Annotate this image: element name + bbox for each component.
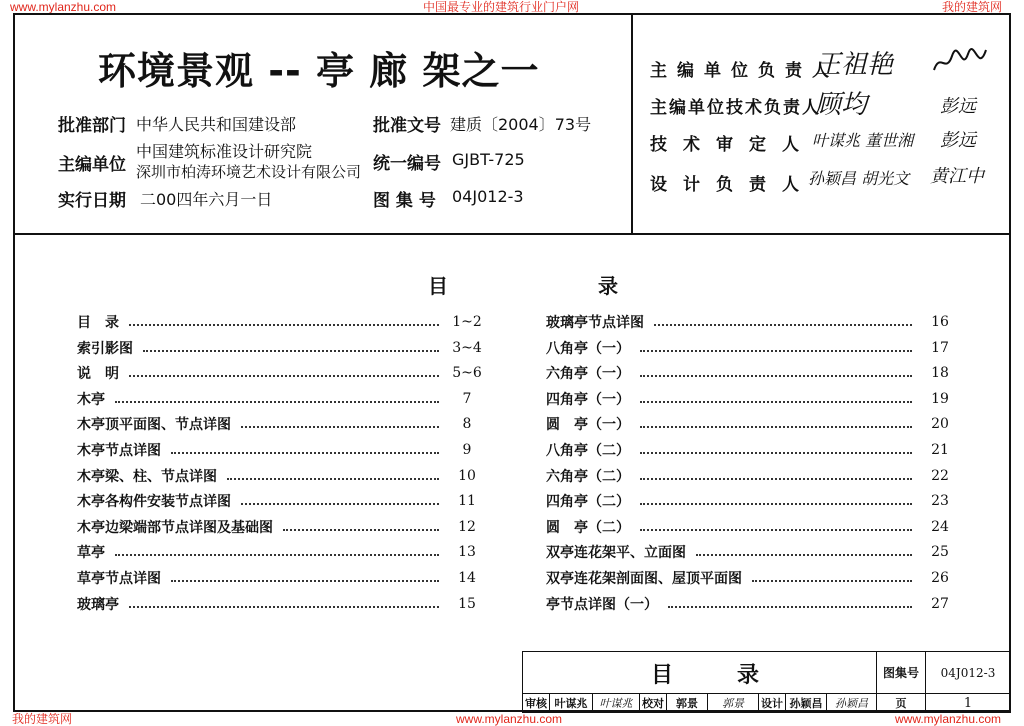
toc-entry bbox=[77, 388, 485, 410]
toc-entry-name: 草亭节点详图 bbox=[77, 571, 161, 587]
toc-entry bbox=[546, 413, 958, 435]
watermark-top-left: www.mylanzhu.com bbox=[10, 0, 117, 14]
toc-entry-name: 六角亭（一） bbox=[546, 366, 630, 383]
toc-entry bbox=[77, 362, 485, 384]
header-divider bbox=[13, 233, 1011, 235]
toc-entry-name: 木亭 bbox=[77, 391, 105, 408]
toc-entry-page: 10 bbox=[458, 467, 476, 484]
watermark-top-center: 中国最专业的建筑行业门户网 bbox=[423, 0, 580, 14]
toc-entry-name: 玻璃亭节点详图 bbox=[546, 315, 644, 331]
editor-value-2: 深圳市柏涛环境艺术设计有限公司 bbox=[136, 163, 362, 181]
toc-entry-page: 19 bbox=[931, 390, 949, 407]
toc-leader-dots bbox=[115, 554, 439, 556]
toc-leader-dots bbox=[143, 350, 439, 352]
toc-entry-page: 21 bbox=[931, 442, 949, 458]
toc-title-left: 目 bbox=[428, 274, 448, 298]
toc-entry-name: 圆 亭（二） bbox=[546, 519, 630, 536]
sig-row4-signature: 孙颖昌 胡光文 bbox=[808, 169, 910, 188]
editor-label: 主编单位 bbox=[58, 155, 126, 175]
sig-row1-scribble bbox=[930, 44, 990, 80]
toc-entry-page: 13 bbox=[458, 544, 476, 561]
toc-entry-name: 木亭顶平面图、节点详图 bbox=[77, 417, 231, 434]
approval-doc-value: 建质〔2004〕73号 bbox=[450, 115, 592, 134]
toc-leader-dots bbox=[227, 478, 439, 480]
toc-leader-dots bbox=[640, 350, 912, 352]
toc-entry-name: 木亭节点详图 bbox=[77, 443, 161, 459]
toc-entry-name: 四角亭（二） bbox=[546, 494, 630, 511]
toc-leader-dots bbox=[241, 503, 439, 505]
toc-leader-dots bbox=[129, 375, 439, 377]
unified-no-label: 统一编号 bbox=[373, 154, 441, 174]
watermark-bottom-right: www.mylanzhu.com bbox=[895, 712, 1002, 726]
approval-dept-value: 中华人民共和国建设部 bbox=[136, 115, 297, 134]
atlas-no-label: 图 集 号 bbox=[373, 191, 436, 211]
toc-entry-name: 圆 亭（一） bbox=[546, 417, 630, 434]
page-label: 页 bbox=[876, 693, 926, 713]
toc-entry bbox=[77, 465, 485, 487]
editor-value-1: 中国建筑标准设计研究院 bbox=[136, 142, 313, 161]
approval-dept-label: 批准部门 bbox=[58, 116, 126, 136]
toc-entry bbox=[546, 465, 958, 487]
toc-entry-page: 14 bbox=[458, 570, 476, 586]
toc-entry bbox=[77, 490, 485, 512]
sig-row3-signature-b: 彭远 bbox=[940, 130, 976, 151]
watermark-top-right: 我的建筑网 bbox=[942, 0, 1003, 14]
toc-entry bbox=[77, 311, 485, 333]
toc-leader-dots bbox=[283, 529, 439, 531]
toc-leader-dots bbox=[640, 478, 912, 480]
toc-entry-page: 25 bbox=[931, 544, 949, 561]
toc-leader-dots bbox=[129, 324, 439, 326]
toc-entry-page: 26 bbox=[931, 570, 949, 586]
toc-leader-dots bbox=[640, 401, 912, 403]
sig-row2-signature-b: 彭远 bbox=[940, 96, 976, 117]
toc-entry bbox=[77, 567, 485, 589]
toc-entry-page: 9 bbox=[462, 442, 472, 458]
reviewer-name: 叶谋兆 bbox=[549, 693, 593, 713]
toc-entry bbox=[546, 388, 958, 410]
toc-entry-name: 八角亭（一） bbox=[546, 340, 630, 357]
toc-entry-page: 8 bbox=[462, 416, 472, 433]
toc-entry-name: 目 录 bbox=[77, 315, 119, 331]
toc-leader-dots bbox=[640, 426, 912, 428]
toc-entry-name: 索引影图 bbox=[77, 340, 133, 357]
page-number: 1 bbox=[925, 693, 1011, 713]
sig-row4-signature-b: 黄江中 bbox=[930, 166, 984, 187]
toc-entry bbox=[546, 541, 958, 563]
toc-entry bbox=[546, 490, 958, 512]
designer-signature: 孙颖昌 bbox=[826, 693, 877, 713]
toc-entry-name: 四角亭（一） bbox=[546, 391, 630, 408]
toc-entry-page: 20 bbox=[931, 416, 949, 433]
toc-entry-name: 木亭各构件安装节点详图 bbox=[77, 494, 231, 511]
toc-entry bbox=[77, 541, 485, 563]
toc-entry-page: 15 bbox=[458, 595, 476, 612]
toc-entry-page: 27 bbox=[931, 595, 949, 612]
toc-entry bbox=[77, 413, 485, 435]
toc-leader-dots bbox=[668, 606, 912, 608]
watermark-bottom-center: www.mylanzhu.com bbox=[456, 712, 563, 726]
toc-entry-name: 玻璃亭 bbox=[77, 596, 119, 613]
sig-row1-signature: 王祖艳 bbox=[815, 50, 894, 80]
toc-leader-dots bbox=[241, 426, 439, 428]
toc-entry-page: 16 bbox=[931, 314, 949, 330]
toc-entry bbox=[546, 516, 958, 538]
toc-leader-dots bbox=[640, 375, 912, 377]
toc-entry-name: 六角亭（二） bbox=[546, 468, 630, 485]
toc-leader-dots bbox=[171, 452, 439, 454]
toc-entry bbox=[77, 337, 485, 359]
toc-leader-dots bbox=[640, 503, 912, 505]
toc-entry-page: 23 bbox=[931, 493, 949, 510]
toc-entry-page: 17 bbox=[931, 339, 949, 356]
checker-signature: 郭景 bbox=[707, 693, 759, 713]
watermark-bottom-left: 我的建筑网 bbox=[12, 712, 73, 726]
toc-entry-name: 双亭连花架平、立面图 bbox=[546, 545, 686, 562]
toc-entry-page: 18 bbox=[931, 365, 949, 382]
unified-no-value: GJBT-725 bbox=[452, 150, 525, 169]
toc-entry-name: 草亭 bbox=[77, 545, 105, 562]
toc-entry-name: 亭节点详图（一） bbox=[546, 596, 658, 613]
designer-name: 孙颖昌 bbox=[785, 693, 827, 713]
effective-date-value: 二00四年六月一日 bbox=[140, 190, 273, 209]
approval-doc-label: 批准文号 bbox=[373, 116, 441, 136]
toc-entry-page: 7 bbox=[462, 390, 472, 407]
toc-entry-page: 1~2 bbox=[452, 314, 482, 330]
toc-entry bbox=[546, 593, 958, 615]
designer-label: 设计 bbox=[758, 693, 786, 713]
page-title: 环境景观 -- 亭 廊 架之一 bbox=[98, 49, 540, 93]
toc-entry-name: 木亭边梁端部节点详图及基础图 bbox=[77, 519, 273, 536]
toc-leader-dots bbox=[696, 554, 912, 556]
toc-entry bbox=[77, 593, 485, 615]
effective-date-label: 实行日期 bbox=[58, 191, 126, 211]
sig-row4-label: 设计负责人 bbox=[650, 175, 815, 195]
toc-entry-page: 5~6 bbox=[452, 365, 482, 382]
toc-leader-dots bbox=[640, 452, 912, 454]
sig-row2-label: 主编单位技术负责人 bbox=[650, 98, 821, 118]
header-vertical-divider bbox=[631, 13, 633, 234]
sig-row1-label: 主编单位负责人 bbox=[650, 61, 839, 81]
reviewer-label: 审核 bbox=[522, 693, 550, 713]
reviewer-signature: 叶谋兆 bbox=[592, 693, 640, 713]
title-block-title-right: 录 bbox=[737, 663, 760, 688]
toc-leader-dots bbox=[171, 580, 439, 582]
title-block-atlas-value: 04J012-3 bbox=[925, 651, 1011, 694]
toc-entry-name: 双亭连花架剖面图、屋顶平面图 bbox=[546, 571, 742, 587]
atlas-no-value: 04J012-3 bbox=[452, 187, 524, 206]
sig-row3-label: 技术审定人 bbox=[650, 135, 815, 155]
toc-entry bbox=[77, 516, 485, 538]
checker-name: 郭景 bbox=[666, 693, 708, 713]
sig-row3-signature: 叶谋兆 董世湘 bbox=[812, 131, 914, 150]
toc-entry-page: 22 bbox=[931, 467, 949, 484]
toc-entry-name: 说 明 bbox=[77, 366, 119, 383]
title-block-title-left: 目 bbox=[651, 663, 674, 688]
toc-entry bbox=[546, 439, 958, 461]
toc-leader-dots bbox=[752, 580, 912, 582]
title-block-atlas-label: 图集号 bbox=[876, 651, 926, 694]
toc-leader-dots bbox=[640, 529, 912, 531]
toc-entry-page: 11 bbox=[458, 493, 476, 510]
toc-entry bbox=[546, 567, 958, 589]
toc-entry bbox=[546, 311, 958, 333]
sig-row2-signature: 顾均 bbox=[815, 90, 868, 120]
toc-entry bbox=[546, 337, 958, 359]
toc-entry bbox=[77, 439, 485, 461]
toc-leader-dots bbox=[115, 401, 439, 403]
toc-entry-page: 24 bbox=[931, 518, 949, 535]
toc-entry-name: 木亭梁、柱、节点详图 bbox=[77, 468, 217, 485]
toc-entry-page: 12 bbox=[458, 518, 476, 535]
toc-entry-page: 3~4 bbox=[452, 339, 482, 356]
toc-entry-name: 八角亭（二） bbox=[546, 443, 630, 459]
toc-leader-dots bbox=[654, 324, 912, 326]
toc-leader-dots bbox=[129, 606, 439, 608]
toc-title-right: 录 bbox=[598, 274, 618, 298]
checker-label: 校对 bbox=[639, 693, 667, 713]
title-block-title-cell bbox=[522, 651, 876, 694]
toc-entry bbox=[546, 362, 958, 384]
